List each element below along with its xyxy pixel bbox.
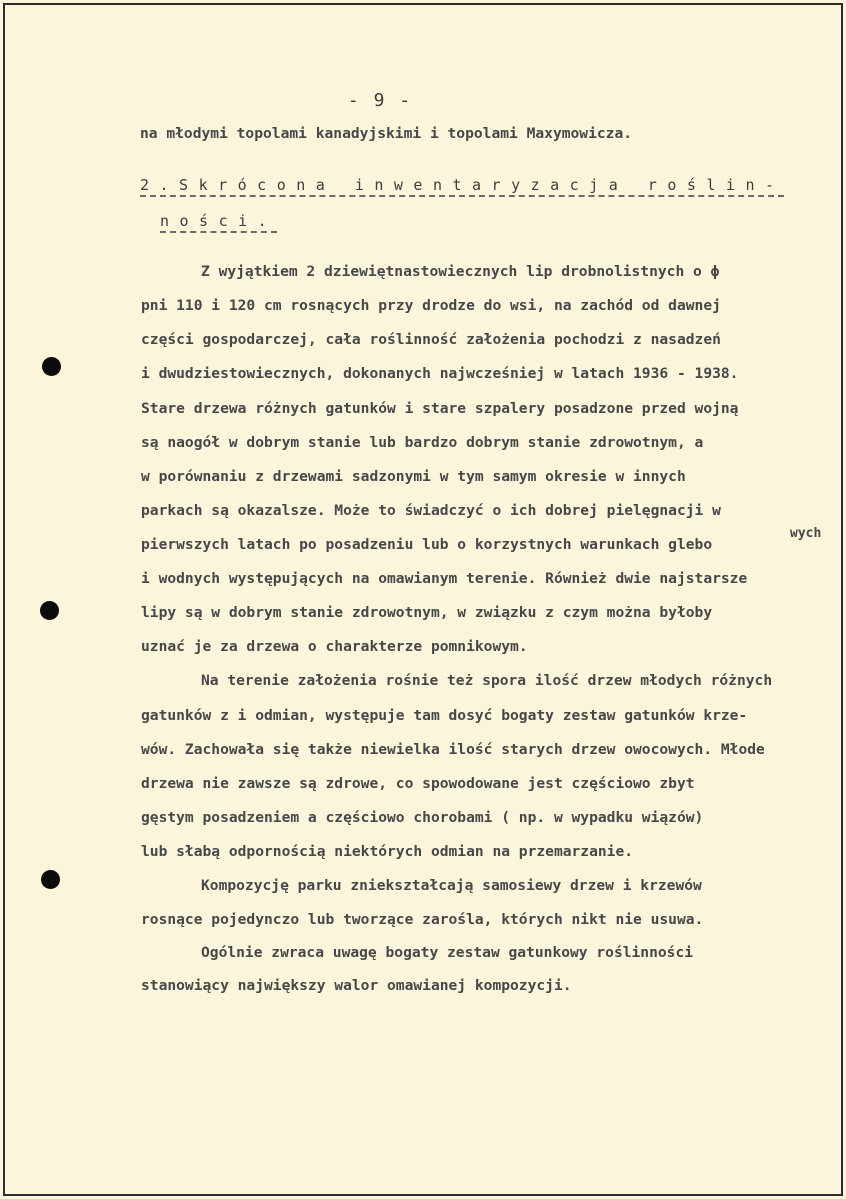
paragraph-line: gatunków z i odmian, występuje tam dosyć bogaty zestaw gatunków krze- — [141, 707, 748, 724]
punch-hole — [40, 601, 59, 620]
paragraph-line: są naogół w dobrym stanie lub bardzo dobrym stanie zdrowotnym, a — [141, 434, 704, 451]
paragraph-line: Kompozycję parku zniekształcają samosiewy drzew i krzewów — [201, 877, 702, 894]
paragraph-line: stanowiący największy walor omawianej kompozycji. — [141, 977, 572, 994]
paragraph-line: parkach są okazalsze. Może to świadczyć o ich dobrej pielęgnacji w — [141, 502, 721, 519]
paragraph-line: lub słabą odpornością niektórych odmian na przemarzanie. — [141, 843, 634, 860]
paragraph-line: Z wyjątkiem 2 dziewiętnastowiecznych lip drobnolistnych o ϕ — [201, 263, 720, 280]
punch-hole — [41, 870, 60, 889]
paragraph-line: pni 110 i 120 cm rosnących przy drodze do wsi, na zachód od dawnej — [141, 297, 721, 314]
section-heading-line2: ności. — [160, 212, 278, 230]
paragraph-line: pierwszych latach po posadzeniu lub o korzystnych warunkach glebo — [141, 536, 713, 553]
page-number: - 9 - — [347, 90, 413, 111]
intro-line: na młodymi topolami kanadyjskimi i topolami Maxymowicza. — [140, 125, 633, 142]
paragraph-line: gęstym posadzeniem a częściowo chorobami ( np. w wypadku wiązów) — [141, 809, 704, 826]
inserted-superscript: wych — [790, 526, 822, 541]
paragraph-line: części gospodarczej, cała roślinność założenia pochodzi z nasadzeń — [141, 331, 721, 348]
paragraph-line: i wodnych występujących na omawianym terenie. Również dwie najstarsze — [141, 570, 748, 587]
paragraph-line: w porównaniu z drzewami sadzonymi w tym samym okresie w innych — [141, 468, 686, 485]
paragraph-line: Na terenie założenia rośnie też spora ilość drzew młodych różnych — [201, 672, 773, 689]
paragraph-line: Stare drzewa różnych gatunków i stare szpalery posadzone przed wojną — [141, 400, 739, 417]
paragraph-line: rosnące pojedynczo lub tworzące zarośla, których nikt nie usuwa. — [141, 911, 704, 928]
paragraph-line: drzewa nie zawsze są zdrowe, co spowodowane jest częściowo zbyt — [141, 775, 695, 792]
punch-hole — [42, 357, 61, 376]
paragraph-line: uznać je za drzewa o charakterze pomnikowym. — [141, 638, 528, 655]
paragraph-line: lipy są w dobrym stanie zdrowotnym, w związku z czym można byłoby — [141, 604, 713, 621]
section-heading-line1: 2.Skrócona inwentaryzacja roślin- — [140, 176, 785, 194]
paragraph-line: wów. Zachowała się także niewielka ilość starych drzew owocowych. Młode — [141, 741, 765, 758]
paragraph-line: Ogólnie zwraca uwagę bogaty zestaw gatunkowy roślinności — [201, 944, 694, 961]
paragraph-line: i dwudziestowiecznych, dokonanych najwcześniej w latach 1936 - 1938. — [141, 365, 739, 382]
